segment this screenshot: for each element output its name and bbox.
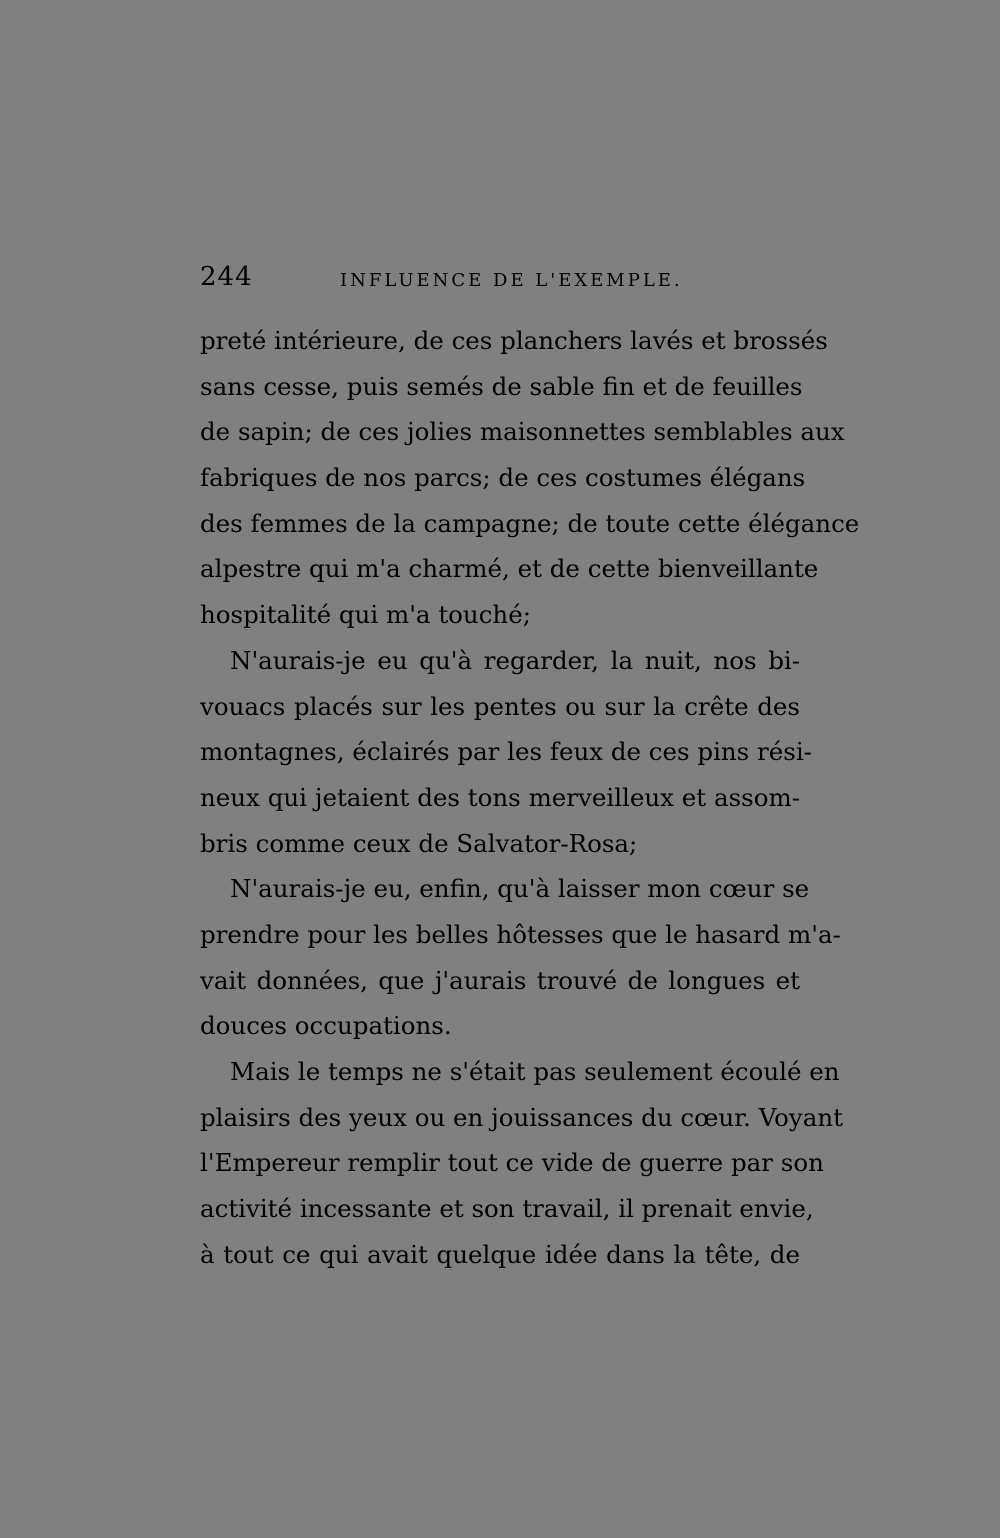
text-line: prendre pour les belles hôtesses que le hasard m'a- [200, 919, 841, 949]
text-line: sans cesse, puis semés de sable fin et de feuilles [200, 371, 803, 401]
text-line: hospitalité qui m'a touché; [200, 600, 531, 630]
running-head: INFLUENCE DE L'EXEMPLE. [340, 270, 683, 291]
text-line: fabriques de nos parcs; de ces costumes élégans [200, 463, 806, 493]
text-line: bris comme ceux de Salvator-Rosa; [200, 828, 638, 858]
text-line: de sapin; de ces jolies maisonnettes semblables aux [200, 417, 845, 447]
text-line: alpestre qui m'a charmé, et de cette bienveillante [200, 554, 819, 584]
text-line: neux qui jetaient des tons merveilleux et assom- [200, 782, 800, 812]
text-line: à tout ce qui avait quelque idée dans la tête, de [200, 1239, 800, 1269]
text-line: preté intérieure, de ces planchers lavés et brossés [200, 326, 828, 355]
text-line: douces occupations. [200, 1011, 452, 1041]
text-line: l'Empereur remplir tout ce vide de guerre par son [200, 1148, 824, 1178]
text-line: Mais le temps ne s'était pas seulement écoulé en [230, 1057, 840, 1086]
text-line: activité incessante et son travail, il prenait envie, [200, 1194, 814, 1224]
text-line: N'aurais-je eu qu'à regarder, la nuit, nos bi- [230, 645, 800, 675]
text-line: vouacs placés sur les pentes ou sur la crête des [200, 691, 800, 721]
body-text [200, 318, 860, 1277]
text-line: plaisirs des yeux ou en jouissances du cœur. Voyant [200, 1102, 844, 1132]
text-line: des femmes de la campagne; de toute cette élégance [200, 508, 860, 538]
page-header [200, 262, 800, 302]
text-line: N'aurais-je eu, enfin, qu'à laisser mon cœur se [230, 874, 810, 904]
text-line: montagnes, éclairés par les feux de ces pins rési- [200, 737, 812, 767]
page-number: 244 [200, 262, 253, 292]
text-line: vait données, que j'aurais trouvé de longues et [200, 965, 800, 995]
